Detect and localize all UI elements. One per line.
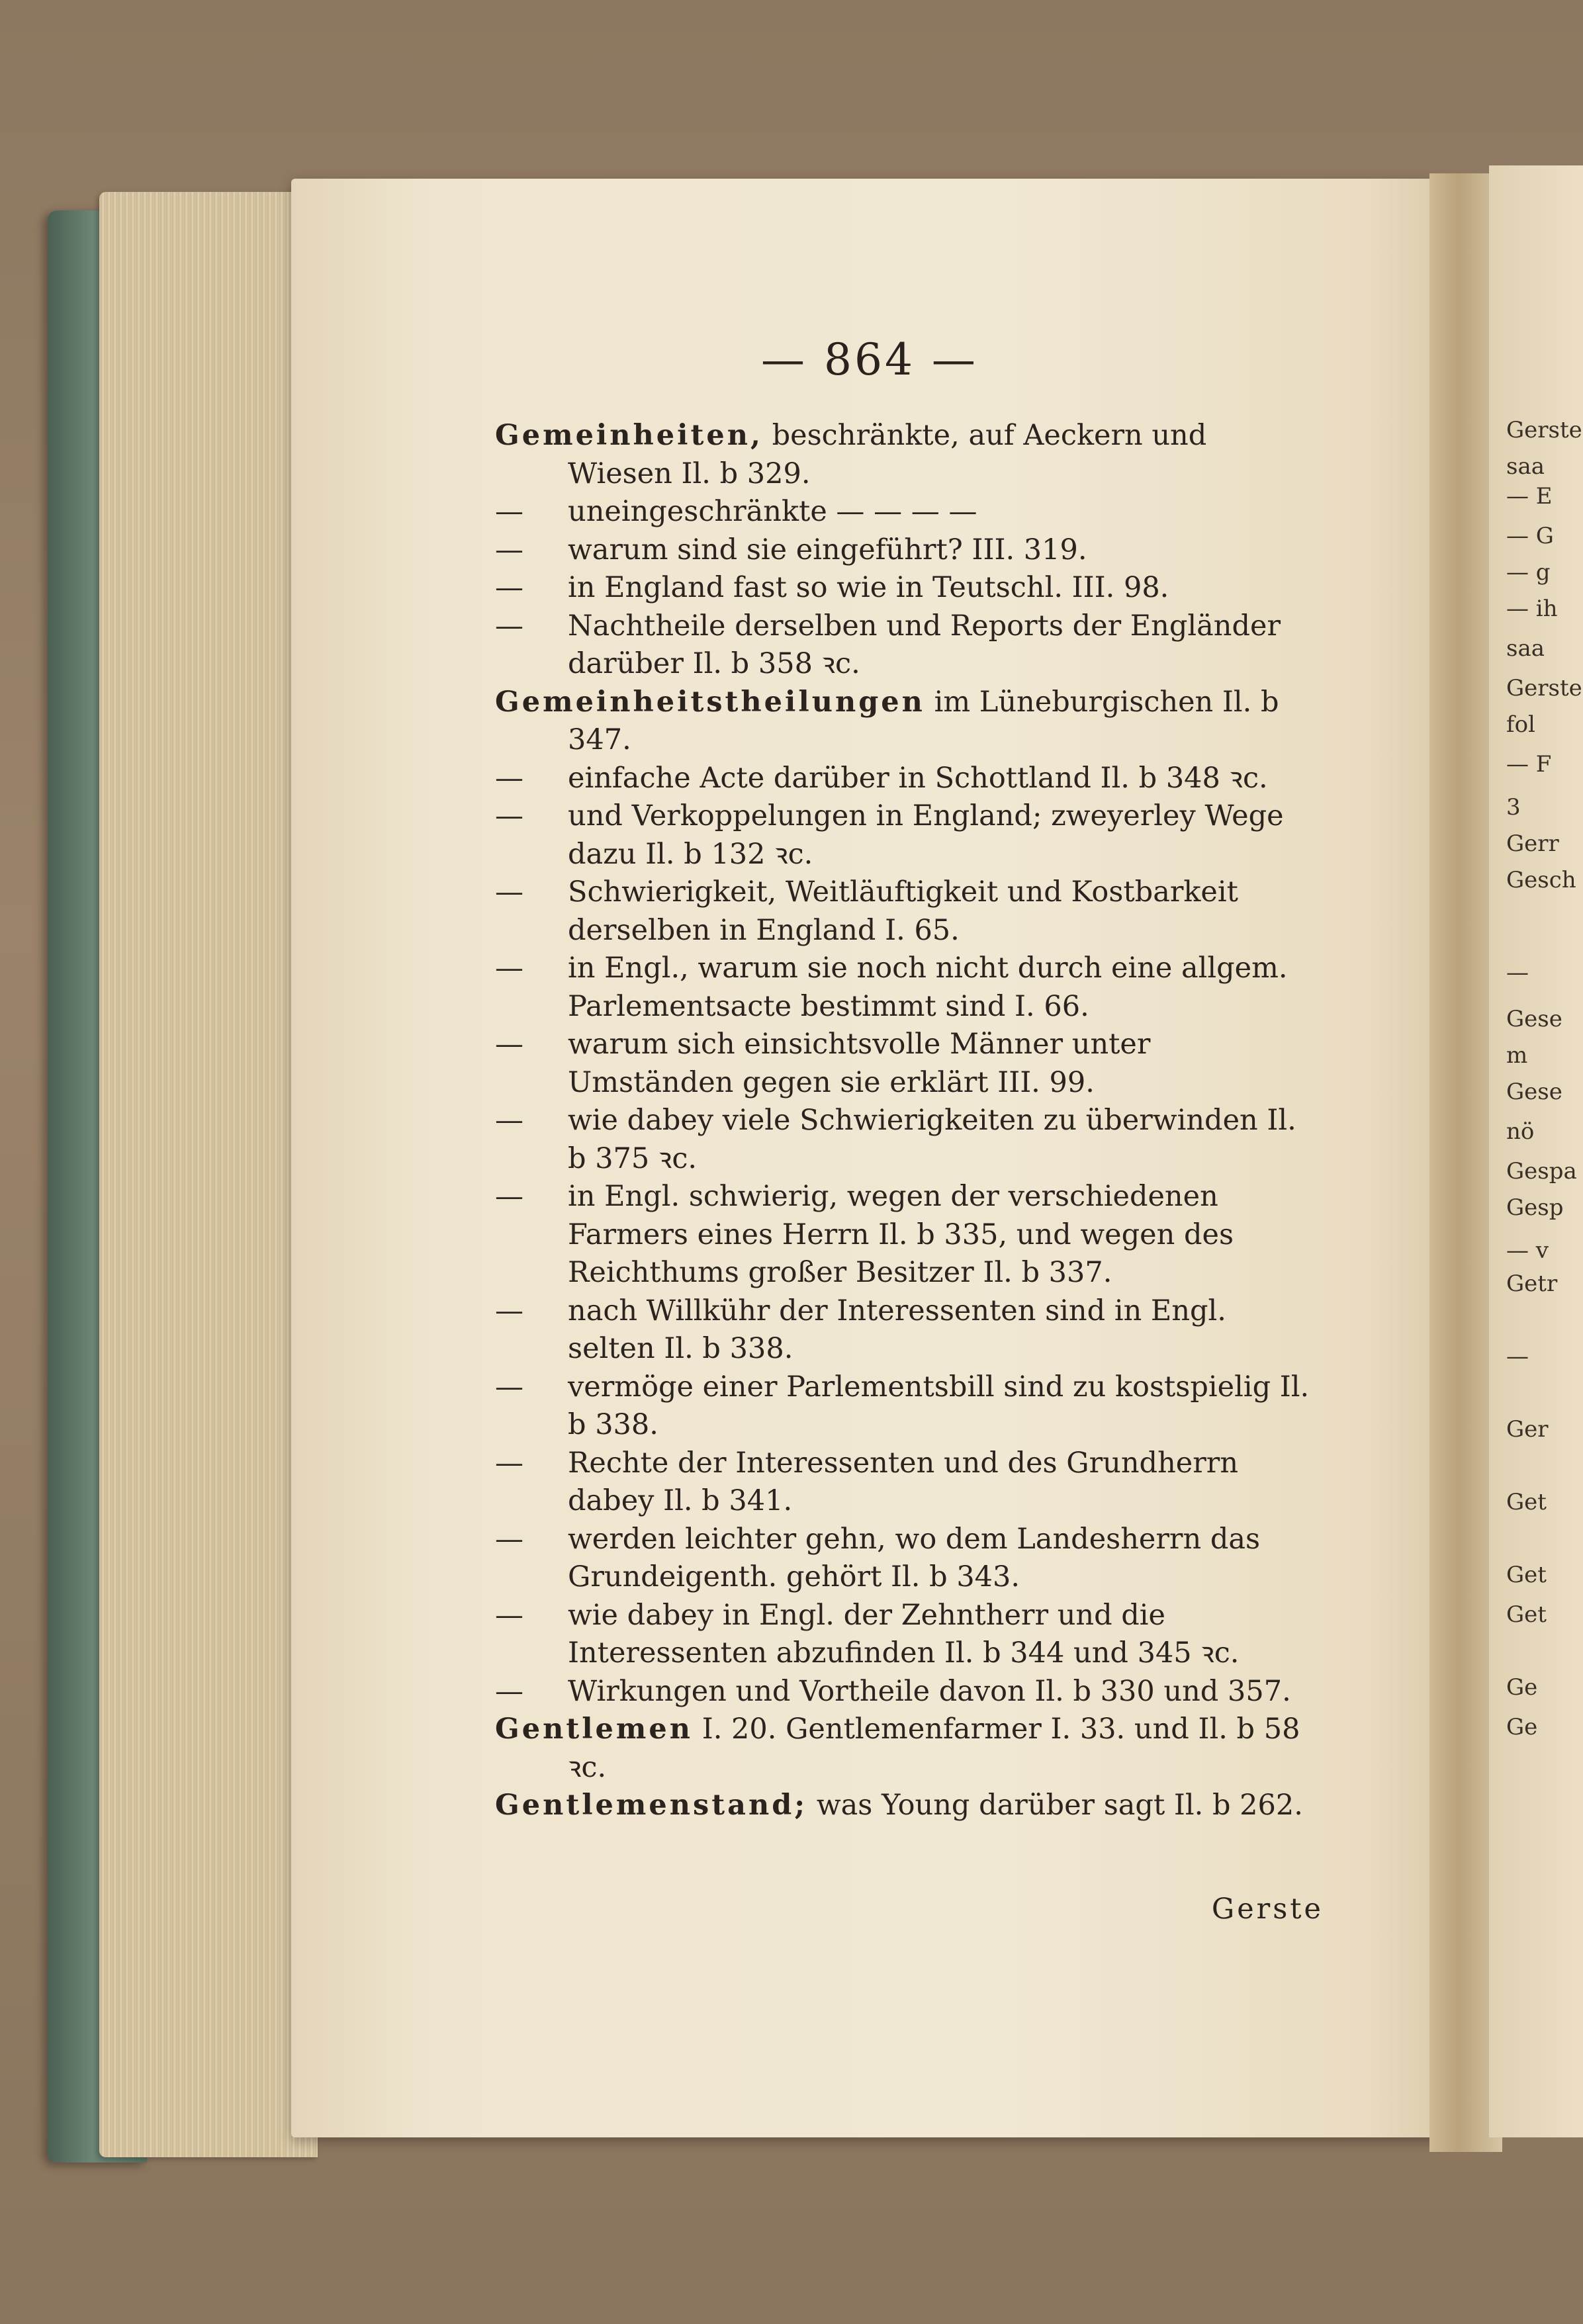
entry-text: vermöge einer Parlementsbill sind zu kostspielig Il. b 338.	[568, 1370, 1310, 1441]
index-entry-sub	[495, 1521, 1316, 1597]
entry-dash: —	[495, 1522, 523, 1556]
entry-text: Wirkungen und Vortheile davon Il. b 330 und 357.	[568, 1674, 1291, 1708]
entry-dash: —	[495, 1294, 523, 1327]
index-entry-sub	[495, 1445, 1316, 1521]
right-page-fragments	[1506, 417, 1583, 1740]
index-entry-sub	[495, 493, 1316, 531]
index-entry-sub	[495, 607, 1316, 684]
entry-text: in England fast so wie in Teutschl. III. 98.	[568, 571, 1169, 604]
entry-dash: —	[495, 495, 523, 528]
right-page-fragment: Gerr	[1506, 830, 1559, 857]
right-page-fragment: Gese	[1506, 1079, 1562, 1105]
index-entry-sub	[495, 531, 1316, 570]
entry-dash: —	[495, 571, 523, 604]
right-page-fragment: Get	[1506, 1601, 1547, 1628]
entry-headword: Gemeinheitstheilungen	[495, 685, 925, 719]
entry-text: in Engl. schwierig, wegen der verschiedenen Farmers eines Herrn Il. b 335, und wegen des Reichthums großer Besitzer Il. b 337.	[568, 1180, 1234, 1289]
index-entries	[495, 417, 1316, 1825]
entry-text: und Verkoppelungen in England; zweyerley Wege dazu Il. b 132 ꝛc.	[568, 799, 1284, 871]
entry-headword: Gemeinheiten,	[495, 419, 763, 452]
right-page-fragment: Ge	[1506, 1714, 1538, 1740]
right-page-fragment: Gesp	[1506, 1194, 1564, 1221]
entry-headword: Gentlemenstand;	[495, 1789, 808, 1822]
page-edges	[99, 192, 318, 2157]
right-page-fragment: — E	[1506, 483, 1553, 510]
right-page-fragment: — F	[1506, 751, 1552, 778]
right-page-fragment: Get	[1506, 1562, 1547, 1588]
entry-text: uneingeschränkte — — — —	[568, 495, 977, 528]
entry-text: Rechte der Interessenten und des Grundherrn dabey Il. b 341.	[568, 1446, 1239, 1517]
entry-text: warum sich einsichtsvolle Männer unter Umständen gegen sie erklärt III. 99.	[568, 1028, 1151, 1099]
right-page-fragment: 3	[1506, 794, 1521, 821]
index-entry-sub	[495, 760, 1316, 798]
index-entry-head	[495, 684, 1316, 760]
right-page-fragment: saa	[1506, 635, 1545, 662]
entry-text: Schwierigkeit, Weitläuftigkeit und Kostbarkeit derselben in England I. 65.	[568, 875, 1238, 947]
right-page-fragment: fol	[1506, 711, 1535, 738]
entry-dash: —	[495, 761, 523, 795]
catchword: Gerste	[1211, 1893, 1324, 1926]
entry-dash: —	[495, 1674, 523, 1708]
entry-dash: —	[495, 1180, 523, 1213]
entry-text: wie dabey in Engl. der Zehntherr und die Interessenten abzufinden Il. b 344 und 345 ꝛc.	[568, 1598, 1240, 1670]
right-page-fragment: —	[1506, 1343, 1529, 1370]
entry-dash: —	[495, 1446, 523, 1480]
right-page-fragment: nö	[1506, 1118, 1535, 1145]
right-page-fragment: Get	[1506, 1489, 1547, 1515]
right-page-fragment: Gese	[1506, 1006, 1562, 1032]
entry-dash: —	[495, 875, 523, 909]
index-entry-sub	[495, 1292, 1316, 1368]
index-entry-head	[495, 417, 1316, 493]
entry-text: wie dabey viele Schwierigkeiten zu überwinden Il. b 375 ꝛc.	[568, 1104, 1296, 1175]
entry-dash: —	[495, 952, 523, 985]
entry-dash: —	[495, 1028, 523, 1061]
entry-dash: —	[495, 1104, 523, 1137]
right-page-fragment: — g	[1506, 559, 1551, 586]
entry-dash: —	[495, 533, 523, 566]
right-page-fragment: Gerste	[1506, 675, 1582, 701]
index-entry-sub	[495, 569, 1316, 607]
index-entry-sub	[495, 1673, 1316, 1711]
index-entry-head	[495, 1711, 1316, 1787]
index-entry-sub	[495, 1368, 1316, 1445]
index-entry-sub	[495, 950, 1316, 1026]
entry-text: nach Willkühr der Interessenten sind in Engl. selten Il. b 338.	[568, 1294, 1226, 1365]
index-entry-sub	[495, 1102, 1316, 1178]
entry-text: werden leichter gehn, wo dem Landesherrn das Grundeigenth. gehört Il. b 343.	[568, 1522, 1261, 1593]
entry-headword: Gentlemen	[495, 1713, 694, 1746]
index-entry-head	[495, 1787, 1316, 1825]
right-page-fragment: — ih	[1506, 596, 1558, 622]
right-page-fragment: saa	[1506, 453, 1545, 480]
entry-text: beschränkte, auf Aeckern und Wiesen Il. b 329.	[568, 419, 1207, 490]
right-page-fragment: Gespa	[1506, 1158, 1577, 1184]
right-page-fragment: Gesch	[1506, 867, 1576, 893]
index-entry-sub	[495, 797, 1316, 873]
page-header: — 864 —	[761, 334, 978, 385]
index-entry-sub	[495, 1597, 1316, 1673]
entry-text: einfache Acte darüber in Schottland Il. b 348 ꝛc.	[568, 761, 1268, 795]
entry-dash: —	[495, 799, 523, 832]
right-page-fragment: — G	[1506, 523, 1554, 549]
entry-text: I. 20. Gentlemenfarmer I. 33. und Il. b 58 ꝛc.	[568, 1713, 1300, 1784]
right-page-fragment: Ger	[1506, 1416, 1549, 1443]
right-page-fragment: Gerste	[1506, 417, 1582, 443]
index-entry-sub	[495, 1178, 1316, 1292]
entry-text: in Engl., warum sie noch nicht durch eine allgem. Parlementsacte bestimmt sind I. 66.	[568, 952, 1288, 1023]
right-page-fragment: — v	[1506, 1237, 1549, 1264]
entry-text: im Lüneburgischen Il. b 347.	[568, 685, 1279, 756]
index-entry-sub	[495, 873, 1316, 950]
entry-text: was Young darüber sagt Il. b 262.	[816, 1789, 1303, 1822]
entry-text: warum sind sie eingeführt? III. 319.	[568, 533, 1087, 566]
entry-dash: —	[495, 609, 523, 643]
entry-text: Nachtheile derselben und Reports der Engländer darüber Il. b 358 ꝛc.	[568, 609, 1281, 680]
index-entry-sub	[495, 1026, 1316, 1102]
right-page-fragment: —	[1506, 960, 1529, 986]
entry-dash: —	[495, 1370, 523, 1404]
right-page-fragment: m	[1506, 1042, 1528, 1069]
entry-dash: —	[495, 1598, 523, 1632]
right-page-fragment: Getr	[1506, 1271, 1558, 1297]
right-page-fragment: Ge	[1506, 1674, 1538, 1701]
